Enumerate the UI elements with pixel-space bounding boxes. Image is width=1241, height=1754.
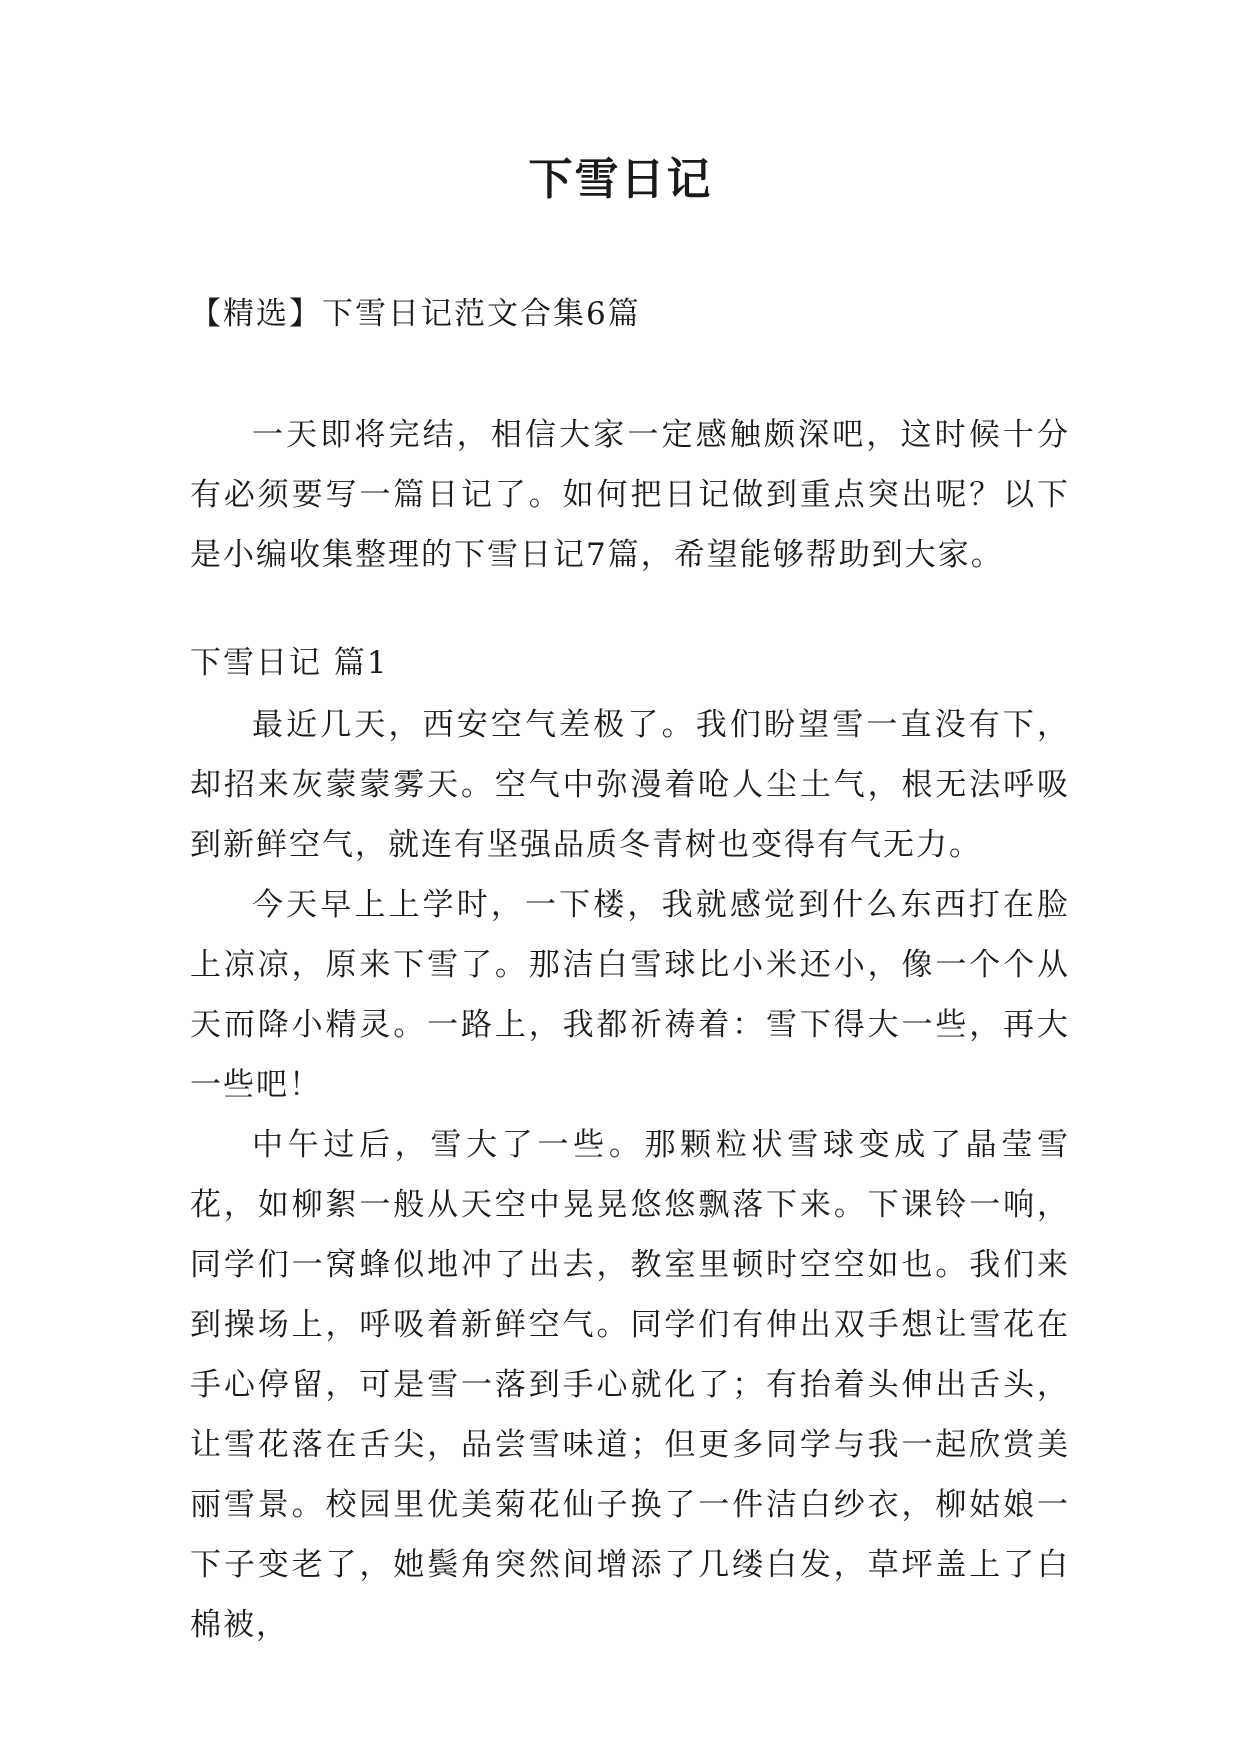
section-heading: 下雪日记 篇1	[190, 645, 389, 681]
body-paragraph: 中午过后，雪大了一些。那颗粒状雪球变成了晶莹雪花，如柳絮一般从天空中晃晃悠悠飘落下来。下课铃一响，同学们一窝蜂似地冲了出去，教室里顿时空空如也。我们来到操场上，呼吸着新鲜空气。同学们有伸出双手想让雪花在手心停留，可是雪一落到手心就化了；有抬着头伸出舌头，让雪花落在舌尖，品尝雪味道；但更多同学与我一起欣赏美丽雪景。校园里优美菊花仙子换了一件洁白纱衣，柳姑娘一下子变老了，她鬓角突然间增添了几缕白发，草坪盖上了白棉被，	[190, 1127, 1070, 1643]
document-subtitle: 【精选】下雪日记范文合集6篇	[190, 296, 641, 332]
intro-paragraph: 一天即将完结，相信大家一定感触颇深吧，这时候十分有必须要写一篇日记了。如何把日记做到重点突出呢？以下是小编收集整理的下雪日记7篇，希望能够帮助到大家。	[190, 417, 1070, 573]
body-paragraph: 最近几天，西安空气差极了。我们盼望雪一直没有下，却招来灰蒙蒙雾天。空气中弥漫着呛人尘土气，根无法呼吸到新鲜空气，就连有坚强品质冬青树也变得有气无力。	[190, 707, 1070, 863]
body-paragraph: 今天早上上学时，一下楼，我就感觉到什么东西打在脸上凉凉，原来下雪了。那洁白雪球比小米还小，像一个个从天而降小精灵。一路上，我都祈祷着：雪下得大一些，再大一些吧！	[190, 887, 1070, 1103]
page-title: 下雪日记	[528, 154, 713, 205]
